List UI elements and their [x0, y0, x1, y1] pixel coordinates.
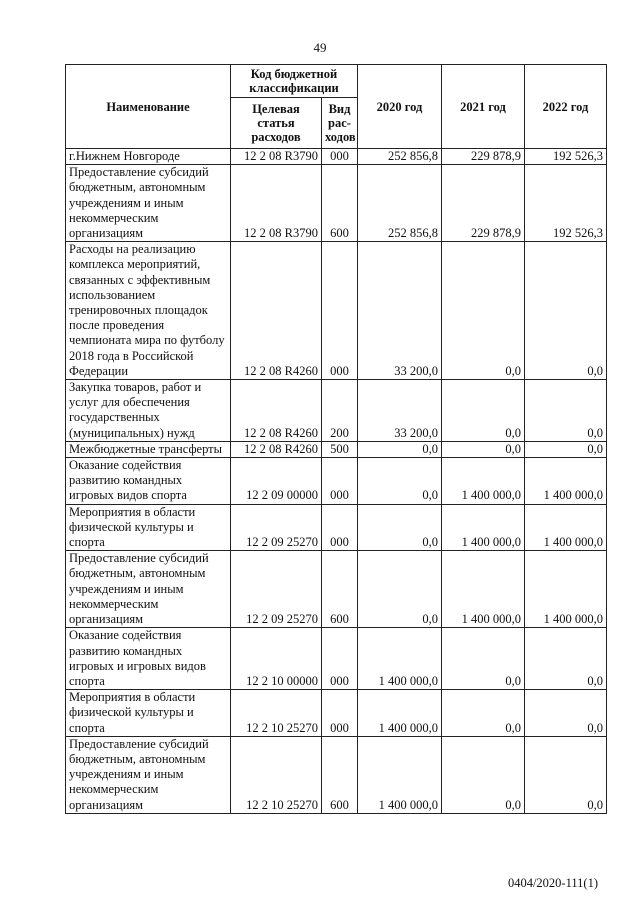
- row-amount-2022: 0,0: [525, 628, 607, 690]
- row-expense-type: 600: [322, 165, 358, 242]
- row-amount-2020: 0,0: [358, 441, 442, 457]
- table-row: [66, 149, 607, 165]
- row-target-code: 12 2 09 25270: [231, 504, 322, 551]
- row-name: Предоставление субсидий бюджетным, автономным учреждениям и иным некоммерческим организациям: [66, 736, 231, 813]
- row-amount-2022: 192 526,3: [525, 165, 607, 242]
- row-target-code: 12 2 08 R4260: [231, 242, 322, 380]
- header-target-article: Целевая статья расходов: [231, 98, 322, 149]
- table-row: [66, 504, 607, 551]
- row-name: Мероприятия в области физической культуры и спорта: [66, 690, 231, 737]
- row-target-code: 12 2 09 00000: [231, 458, 322, 505]
- row-expense-type: 000: [322, 149, 358, 165]
- header-budget-classification: Код бюджетной классификации: [231, 65, 358, 98]
- header-2022: 2022 год: [525, 65, 607, 149]
- row-amount-2020: 1 400 000,0: [358, 690, 442, 737]
- row-amount-2022: 192 526,3: [525, 149, 607, 165]
- row-amount-2020: 0,0: [358, 458, 442, 505]
- row-target-code: 12 2 09 25270: [231, 551, 322, 628]
- header-expense-type: Вид рас-ходов: [322, 98, 358, 149]
- row-name: г.Нижнем Новгороде: [66, 149, 231, 165]
- row-amount-2021: 1 400 000,0: [442, 551, 525, 628]
- row-target-code: 12 2 08 R4260: [231, 380, 322, 442]
- table-header: [66, 65, 607, 149]
- table-row: [66, 380, 607, 442]
- row-name: Закупка товаров, работ и услуг для обеспечения государственных (муниципальных) нужд: [66, 380, 231, 442]
- row-name: Мероприятия в области физической культуры и спорта: [66, 504, 231, 551]
- table-row: [66, 690, 607, 737]
- row-target-code: 12 2 10 00000: [231, 628, 322, 690]
- row-expense-type: 000: [322, 504, 358, 551]
- page-number: 49: [313, 40, 327, 55]
- row-amount-2021: 229 878,9: [442, 165, 525, 242]
- row-amount-2021: 0,0: [442, 242, 525, 380]
- row-amount-2020: 33 200,0: [358, 242, 442, 380]
- row-amount-2022: 0,0: [525, 441, 607, 457]
- row-amount-2021: 1 400 000,0: [442, 504, 525, 551]
- table-row: [66, 165, 607, 242]
- table-row: [66, 242, 607, 380]
- row-amount-2022: 1 400 000,0: [525, 551, 607, 628]
- document-code: 0404/2020-111(1): [507, 876, 598, 890]
- row-amount-2020: 0,0: [358, 504, 442, 551]
- row-amount-2021: 0,0: [442, 380, 525, 442]
- row-amount-2022: 1 400 000,0: [525, 504, 607, 551]
- row-expense-type: 200: [322, 380, 358, 442]
- row-amount-2021: 229 878,9: [442, 149, 525, 165]
- row-name: Расходы на реализацию комплекса мероприятий, связанных с эффективным использованием тренировочных площадок после проведения чемпионата мира по футболу 2018 года в Российской Федерации: [66, 242, 231, 380]
- row-amount-2020: 0,0: [358, 551, 442, 628]
- row-amount-2021: 1 400 000,0: [442, 458, 525, 505]
- row-expense-type: 000: [322, 458, 358, 505]
- row-name: Оказание содействия развитию командных игровых видов спорта: [66, 458, 231, 505]
- row-target-code: 12 2 08 R4260: [231, 441, 322, 457]
- row-amount-2021: 0,0: [442, 690, 525, 737]
- row-expense-type: 600: [322, 551, 358, 628]
- row-target-code: 12 2 08 R3790: [231, 149, 322, 165]
- row-amount-2020: 1 400 000,0: [358, 628, 442, 690]
- row-amount-2020: 252 856,8: [358, 165, 442, 242]
- header-2021: 2021 год: [442, 65, 525, 149]
- row-target-code: 12 2 10 25270: [231, 736, 322, 813]
- row-amount-2021: 0,0: [442, 628, 525, 690]
- row-amount-2022: 0,0: [525, 690, 607, 737]
- row-expense-type: 000: [322, 690, 358, 737]
- header-name: Наименование: [66, 65, 231, 149]
- row-expense-type: 600: [322, 736, 358, 813]
- table-row: [66, 628, 607, 690]
- row-name: Предоставление субсидий бюджетным, автономным учреждениям и иным некоммерческим организациям: [66, 551, 231, 628]
- row-amount-2021: 0,0: [442, 441, 525, 457]
- row-name: Межбюджетные трансферты: [66, 441, 231, 457]
- table-row: [66, 551, 607, 628]
- table-body: [66, 149, 607, 814]
- row-amount-2020: 33 200,0: [358, 380, 442, 442]
- row-expense-type: 000: [322, 242, 358, 380]
- row-amount-2022: 1 400 000,0: [525, 458, 607, 505]
- row-amount-2022: 0,0: [525, 380, 607, 442]
- row-target-code: 12 2 10 25270: [231, 690, 322, 737]
- table-row: [66, 736, 607, 813]
- budget-table: [65, 64, 607, 814]
- row-amount-2022: 0,0: [525, 736, 607, 813]
- row-amount-2022: 0,0: [525, 242, 607, 380]
- row-name: Оказание содействия развитию командных игровых и игровых видов спорта: [66, 628, 231, 690]
- row-amount-2021: 0,0: [442, 736, 525, 813]
- row-amount-2020: 252 856,8: [358, 149, 442, 165]
- header-2020: 2020 год: [358, 65, 442, 149]
- row-amount-2020: 1 400 000,0: [358, 736, 442, 813]
- row-expense-type: 500: [322, 441, 358, 457]
- row-expense-type: 000: [322, 628, 358, 690]
- row-name: Предоставление субсидий бюджетным, автономным учреждениям и иным некоммерческим организациям: [66, 165, 231, 242]
- table-row: [66, 458, 607, 505]
- table-row: [66, 441, 607, 457]
- row-target-code: 12 2 08 R3790: [231, 165, 322, 242]
